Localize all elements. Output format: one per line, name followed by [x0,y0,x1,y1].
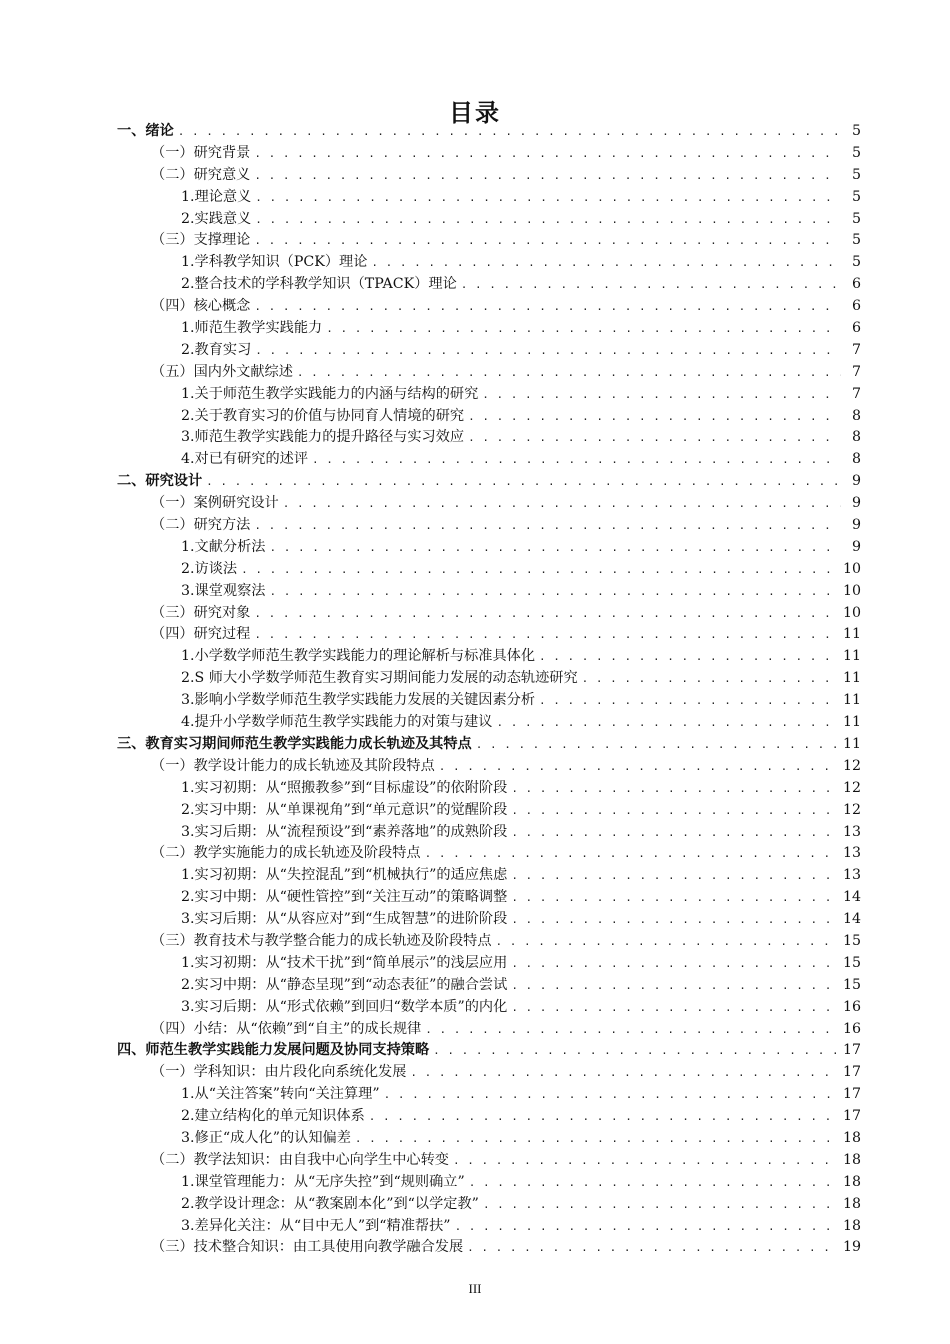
toc-entry-page: 11 [842,714,861,731]
dot-leader [254,165,841,187]
toc-entry-page: 6 [851,276,861,293]
dot-leader [355,1128,839,1150]
toc-entry-title: 2.实习中期：从“静态呈现”到“动态表征”的融合尝试 [181,976,508,993]
toc-entry-title: 3.影响小学数学师范生教学实践能力发展的关键因素分析 [181,692,536,709]
toc-entry-title: 1.理论意义 [181,188,252,205]
dot-leader [425,1019,839,1041]
toc-entry-page: 12 [842,801,861,818]
toc-entry[interactable] [117,340,861,362]
toc-entry[interactable] [117,274,861,296]
toc-entry-title: 4.提升小学数学师范生教学实践能力的对策与建议 [181,714,493,731]
toc-entry-page: 7 [851,363,861,380]
toc-entry[interactable] [117,384,861,406]
toc-entry-title: 1.文献分析法 [181,538,266,555]
toc-entry-title: （一）研究背景 [151,144,251,161]
toc-entry[interactable] [117,252,861,274]
toc-entry[interactable] [117,1084,861,1106]
toc-entry[interactable] [117,230,861,252]
toc-entry[interactable] [117,778,861,800]
toc-entry-title: 2.S 师大小学数学师范生教育实习期间能力发展的动态轨迹研究 [181,670,578,687]
page-number: III [468,1281,482,1296]
toc-entry[interactable] [117,822,861,844]
toc-entry-title: 1.实习初期：从“照搬教参”到“目标虚设”的依附阶段 [181,779,508,796]
toc-entry-title: 2.教育实习 [181,341,252,358]
toc-entry[interactable] [117,143,861,165]
toc-entry[interactable] [117,493,861,515]
toc-entry-page: 19 [842,1239,861,1256]
toc-entry-page: 13 [842,823,861,840]
toc-entry-page: 5 [851,232,861,249]
toc-entry-title: 2.关于教育实习的价值与协同育人情境的研究 [181,407,465,424]
toc-entry-page: 9 [851,517,861,534]
toc-entry-page: 17 [842,1086,861,1103]
toc-entry[interactable] [117,997,861,1019]
toc-entry[interactable] [117,865,861,887]
toc-entry-title: 3.课堂观察法 [181,582,266,599]
toc-entry-page: 8 [851,451,861,468]
toc-entry-page: 8 [851,407,861,424]
dot-leader [511,800,839,822]
toc-entry-title: 1.关于师范生教学实践能力的内涵与结构的研究 [181,385,479,402]
toc-entry[interactable] [117,690,861,712]
dot-leader [439,756,839,778]
toc-entry-page: 18 [842,1129,861,1146]
toc-entry-title: 2.实习中期：从“单课视角”到“单元意识”的觉醒阶段 [181,801,508,818]
toc-entry-title: （三）研究对象 [151,604,251,621]
dot-leader [255,340,841,362]
toc-entry[interactable] [117,975,861,997]
toc-entry-page: 17 [842,1064,861,1081]
dot-leader [511,953,839,975]
dot-leader [255,187,841,209]
toc-entry[interactable] [117,1172,861,1194]
toc-entry-title: 二、研究设计 [117,473,203,490]
toc-entry-page: 5 [851,254,861,271]
toc-entry[interactable] [117,449,861,471]
dot-leader [254,230,841,252]
toc-entry-title: （四）研究过程 [151,626,251,643]
toc-entry-page: 12 [842,779,861,796]
dot-leader [269,537,841,559]
toc-entry-title: 三、教育实习期间师范生教学实践能力成长轨迹及其特点 [117,735,472,752]
dot-leader [476,734,839,756]
toc-entry[interactable] [117,1150,861,1172]
toc-entry-page: 10 [842,560,861,577]
dot-leader [425,843,839,865]
toc-entry-title: （二）教学法知识：由自我中心向学生中心转变 [151,1151,449,1168]
toc-entry[interactable] [117,931,861,953]
dot-leader [369,1106,839,1128]
dot-leader [254,515,841,537]
toc-entry-page: 14 [842,889,861,906]
toc-entry[interactable] [117,209,861,231]
toc-entry-page: 15 [842,976,861,993]
toc-entry-page: 6 [851,320,861,337]
toc-entry-page: 5 [851,166,861,183]
toc-entry[interactable] [117,646,861,668]
dot-leader [496,712,838,734]
toc-entry[interactable] [117,668,861,690]
toc-entry-page: 6 [851,298,861,315]
toc-entry-title: 2.访谈法 [181,560,238,577]
toc-entry-page: 15 [842,954,861,971]
dot-leader [511,997,839,1019]
dot-leader [371,252,841,274]
toc-entry-page: 14 [842,911,861,928]
toc-entry-title: （四）核心概念 [151,298,251,315]
toc-entry[interactable] [117,362,861,384]
dot-leader [483,1194,839,1216]
toc-entry-title: 2.整合技术的学科教学知识（TPACK）理论 [181,276,457,293]
toc-entry-page: 11 [842,648,861,665]
toc-entry-page: 9 [851,473,861,490]
toc-entry-title: 2.实习中期：从“硬性管控”到“关注互动”的策略调整 [181,889,508,906]
toc-entry-page: 8 [851,429,861,446]
dot-leader [241,559,839,581]
dot-leader [511,865,839,887]
toc-entry-page: 9 [851,538,861,555]
toc-entry-page: 10 [842,582,861,599]
toc-title: 目录 [449,99,501,127]
dot-leader [468,406,841,428]
toc-entry-title: 3.实习后期：从“从容应对”到“生成智慧”的进阶阶段 [181,911,508,928]
toc-entry-title: 3.修正“成人化”的认知偏差 [181,1129,351,1146]
dot-leader [297,362,841,384]
dot-leader [511,909,839,931]
toc-entry[interactable] [117,427,861,449]
toc-entry-page: 13 [842,845,861,862]
toc-entry-title: （二）研究意义 [151,166,251,183]
toc-entry-title: 1.实习初期：从“技术干扰”到“简单展示”的浅层应用 [181,954,508,971]
dot-leader [312,449,841,471]
toc-entry-page: 5 [851,123,861,139]
toc-entry-page: 11 [842,692,861,709]
toc-entry[interactable] [117,953,861,975]
toc-entry-title: 一、绪论 [117,123,174,139]
toc-entry[interactable] [117,1106,861,1128]
toc-entry[interactable] [117,537,861,559]
toc-entry-page: 10 [842,604,861,621]
dot-leader [254,603,839,625]
toc-entry-title: （四）小结：从“依赖”到“自主”的成长规律 [151,1020,422,1037]
toc-entry-page: 18 [842,1151,861,1168]
toc-entry[interactable] [117,187,861,209]
toc-entry[interactable] [117,559,861,581]
toc-entry-page: 17 [842,1042,861,1059]
toc-entry[interactable] [117,296,861,318]
toc-entry[interactable] [117,756,861,778]
toc-entry[interactable] [117,121,861,143]
toc-entry-page: 11 [842,626,861,643]
toc-entry-page: 9 [851,495,861,512]
toc-entry-page: 5 [851,188,861,205]
dot-leader [283,493,841,515]
table-of-contents [117,121,861,1259]
dot-leader [511,975,839,997]
toc-entry-title: 1.实习初期：从“失控混乱”到“机械执行”的适应焦虑 [181,867,508,884]
toc-entry-title: （一）学科知识：由片段化向系统化发展 [151,1064,407,1081]
dot-leader [467,1237,839,1259]
toc-entry-title: 3.师范生教学实践能力的提升路径与实习效应 [181,429,465,446]
toc-entry-title: 3.实习后期：从“流程预设”到“素养落地”的成熟阶段 [181,823,508,840]
toc-entry-page: 18 [842,1173,861,1190]
toc-entry[interactable] [117,471,861,493]
toc-entry[interactable] [117,603,861,625]
dot-leader [453,1150,839,1172]
toc-entry-page: 18 [842,1217,861,1234]
toc-entry-title: （三）支撑理论 [151,232,251,249]
dot-leader [511,778,839,800]
toc-entry-title: 3.差异化关注：从“目中无人”到“精准帮扶” [181,1217,451,1234]
dot-leader [254,296,841,318]
dot-leader [482,384,841,406]
toc-entry-title: 1.课堂管理能力：从“无序失控”到“规则确立” [181,1173,465,1190]
dot-leader [255,209,841,231]
toc-entry-page: 15 [842,932,861,949]
toc-entry-title: 四、师范生教学实践能力发展问题及协同支持策略 [117,1042,430,1059]
dot-leader [433,1040,839,1062]
dot-leader [254,624,839,646]
toc-entry-title: （一）教学设计能力的成长轨迹及其阶段特点 [151,757,435,774]
dot-leader [326,318,841,340]
toc-entry-page: 11 [842,670,861,687]
toc-entry[interactable] [117,712,861,734]
toc-entry[interactable] [117,515,861,537]
toc-entry[interactable] [117,318,861,340]
dot-leader [496,931,839,953]
toc-entry-title: 2.实践意义 [181,210,252,227]
toc-entry[interactable] [117,1194,861,1216]
toc-entry-page: 12 [842,757,861,774]
toc-entry-title: 1.学科教学知识（PCK）理论 [181,254,368,271]
toc-entry[interactable] [117,887,861,909]
dot-leader [178,121,841,143]
toc-entry-title: 4.对已有研究的述评 [181,451,309,468]
dot-leader [206,471,841,493]
toc-entry[interactable] [117,1237,861,1259]
dot-leader [469,1172,839,1194]
dot-leader [539,690,839,712]
toc-entry[interactable] [117,734,861,756]
toc-entry[interactable] [117,581,861,603]
toc-entry-title: 3.实习后期：从“形式依赖”到回归“数学本质”的内化 [181,998,508,1015]
toc-entry[interactable] [117,165,861,187]
toc-entry-title: （三）技术整合知识：由工具使用向教学融合发展 [151,1239,464,1256]
dot-leader [410,1062,839,1084]
toc-entry[interactable] [117,909,861,931]
dot-leader [384,1084,839,1106]
dot-leader [539,646,839,668]
toc-entry-title: （三）教育技术与教学整合能力的成长轨迹及阶段特点 [151,932,492,949]
toc-entry-page: 16 [842,998,861,1015]
toc-entry[interactable] [117,1019,861,1041]
dot-leader [468,427,841,449]
toc-entry-title: 2.建立结构化的单元知识体系 [181,1108,365,1125]
toc-entry-page: 16 [842,1020,861,1037]
toc-entry[interactable] [117,1128,861,1150]
toc-entry[interactable] [117,1040,861,1062]
toc-entry-title: （二）教学实施能力的成长轨迹及阶段特点 [151,845,421,862]
toc-entry-title: （五）国内外文献综述 [151,363,293,380]
toc-entry-title: （一）案例研究设计 [151,495,279,512]
dot-leader [455,1216,839,1238]
toc-entry[interactable] [117,406,861,428]
toc-entry[interactable] [117,624,861,646]
toc-entry-page: 5 [851,144,861,161]
toc-entry[interactable] [117,843,861,865]
toc-entry[interactable] [117,1216,861,1238]
toc-entry-page: 18 [842,1195,861,1212]
toc-entry-page: 17 [842,1108,861,1125]
dot-leader [511,887,839,909]
toc-entry-page: 5 [851,210,861,227]
toc-entry-title: 2.教学设计理念：从“教案剧本化”到“以学定教” [181,1195,479,1212]
toc-entry-page: 13 [842,867,861,884]
toc-entry-title: 1.师范生教学实践能力 [181,320,323,337]
dot-leader [461,274,841,296]
dot-leader [582,668,839,690]
dot-leader [269,581,838,603]
toc-entry[interactable] [117,1062,861,1084]
toc-entry-page: 11 [842,735,861,752]
toc-entry-page: 7 [851,341,861,358]
toc-entry-title: （二）研究方法 [151,517,251,534]
toc-entry[interactable] [117,800,861,822]
toc-entry-title: 1.小学数学师范生教学实践能力的理论解析与标准具体化 [181,648,536,665]
toc-entry-title: 1.从“关注答案”转向“关注算理” [181,1086,380,1103]
dot-leader [511,822,839,844]
toc-entry-page: 7 [851,385,861,402]
dot-leader [254,143,841,165]
